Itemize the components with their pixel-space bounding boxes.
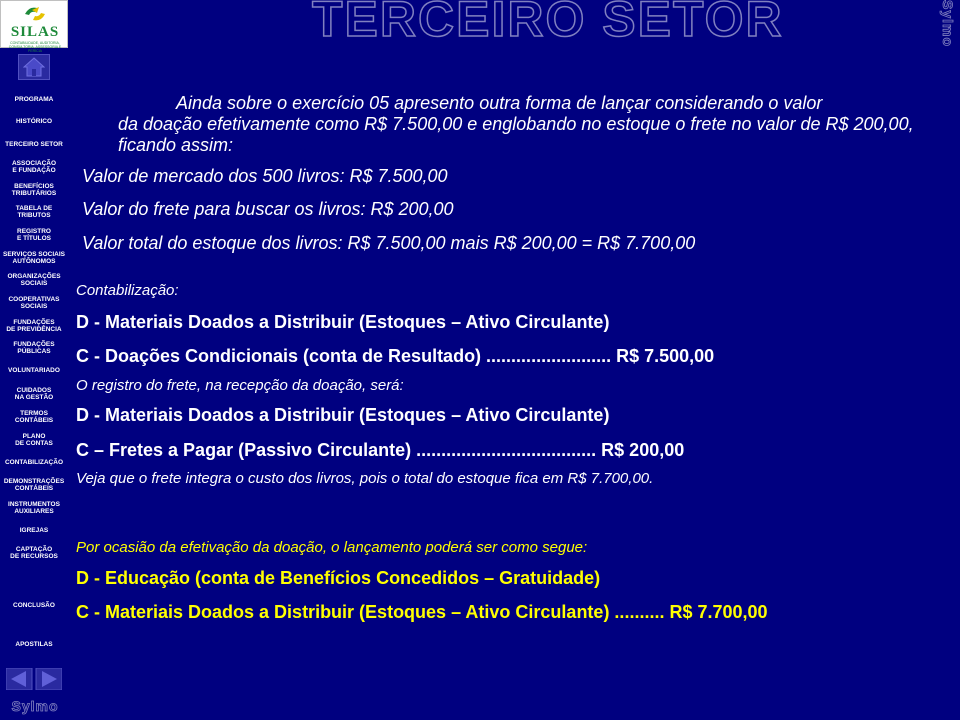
effect-note: Por ocasião da efetivação da doação, o lançamento poderá ser como segue: [76,539,588,556]
sidebar-item-conclusao[interactable]: CONCLUSÃO [13,602,55,609]
home-icon [23,57,45,77]
sidebar-item-contabilizacao[interactable]: CONTABILIZAÇÃO [4,459,63,466]
sidebar-item-instrumentos-auxiliares[interactable]: INSTRUMENTOS AUXILIARES [8,501,60,515]
sidebar-item-apostilas[interactable]: APOSTILAS [15,641,53,648]
sidebar-item-fundacoes-previdencia[interactable]: FUNDAÇÕES DE PREVIDÊNCIA [6,319,62,333]
entry1-debit: D - Materiais Doados a Distribuir (Estoques – Ativo Circulante) [76,312,610,332]
sidebar-item-cuidados-gestao[interactable]: CUIDADOS NA GESTÃO [14,387,54,401]
entry1-credit: C - Doações Condicionais (conta de Resultado) ......................... R$ 7.500,00 [76,346,715,366]
entry2-credit: C – Fretes a Pagar (Passivo Circulante) .................................... R$ 200,00 [76,440,685,460]
sidebar-item-cooperativas-sociais[interactable]: COOPERATIVAS SOCIAIS [8,296,60,310]
value-market: Valor de mercado dos 500 livros: R$ 7.500,00 [82,166,448,186]
logo-name: SILAS [10,24,60,40]
bottom-brand-label: Sylmo [11,698,59,714]
sidebar-item-igrejas[interactable]: IGREJAS [19,527,49,534]
sidebar-item-fundacoes-publicas[interactable]: FUNDAÇÕES PÚBLICAS [13,341,55,355]
logo-subtitle: CONTABILIDADE, AUDITORIA, CONSULTORIA, ASSESSORIA E PERÍCIA [8,41,62,53]
intro-paragraph [118,93,958,156]
value-freight: Valor do frete para buscar os livros: R$ 200,00 [82,199,454,219]
sidebar-item-termos-contabeis[interactable]: TERMOS CONTÁBEIS [14,410,54,424]
page-title: TERCEIRO SETOR [312,0,784,47]
sidebar-item-terceiro-setor[interactable]: TERCEIRO SETOR [5,141,63,148]
contabilizacao-label: Contabilização: [76,282,179,299]
slide-nav-arrows [6,668,62,690]
entry3-credit: C - Materiais Doados a Distribuir (Estoques – Ativo Circulante) .......... R$ 7.700,00 [76,602,768,622]
sidebar-item-plano-contas[interactable]: PLANO DE CONTAS [15,433,53,447]
sidebar-item-associacao-fundacao[interactable]: ASSOCIAÇÃO E FUNDAÇÃO [11,160,57,174]
intro-line-first: Ainda sobre o exercício 05 apresento outra forma de lançar considerando o valor [176,93,823,113]
sidebar-item-organizacoes-sociais[interactable]: ORGANIZAÇÕES SOCIAIS [7,273,61,287]
sidebar-item-demonstracoes-contabeis[interactable]: DEMONSTRAÇÕES CONTÁBEIS [3,478,65,492]
next-arrow-icon[interactable] [36,668,62,690]
sidebar-item-historico[interactable]: HISTÓRICO [15,118,53,125]
sidebar-item-voluntariado[interactable]: VOLUNTARIADO [8,367,60,374]
entry3-debit: D - Educação (conta de Benefícios Concedidos – Gratuidade) [76,568,601,588]
value-total: Valor total do estoque dos livros: R$ 7.500,00 mais R$ 200,00 = R$ 7.700,00 [82,233,696,253]
top-brand-label: Sylmo [940,0,956,48]
sidebar-item-tabela-tributos[interactable]: TABELA DE TRIBUTOS [15,205,53,219]
home-button[interactable] [18,54,50,80]
sidebar-item-beneficios-tributarios[interactable]: BENEFÍCIOS TRIBUTÁRIOS [11,183,57,197]
prev-arrow-icon[interactable] [6,668,32,690]
sidebar-item-captacao-recursos[interactable]: CAPTAÇÃO DE RECURSOS [10,546,58,560]
sidebar-item-programa[interactable]: PROGRAMA [14,96,54,103]
intro-line-rest: da doação efetivamente como R$ 7.500,00 e englobando no estoque o frete no valor de R$ 200,00, ficando assim: [118,114,914,155]
silas-logo [0,0,68,53]
sidebar-item-registro-titulos[interactable]: REGISTRO E TÍTULOS [17,228,51,242]
sidebar-item-servicos-sociais[interactable]: SERVIÇOS SOCIAIS AUTÔNOMOS [2,251,65,265]
freight-note: O registro do frete, na recepção da doação, será: [76,377,404,394]
entry2-debit: D - Materiais Doados a Distribuir (Estoques – Ativo Circulante) [76,405,610,425]
logo-mark-icon [23,4,47,24]
freight-conclusion: Veja que o frete integra o custo dos livros, pois o total do estoque fica em R$ 7.700,00. [76,470,654,487]
